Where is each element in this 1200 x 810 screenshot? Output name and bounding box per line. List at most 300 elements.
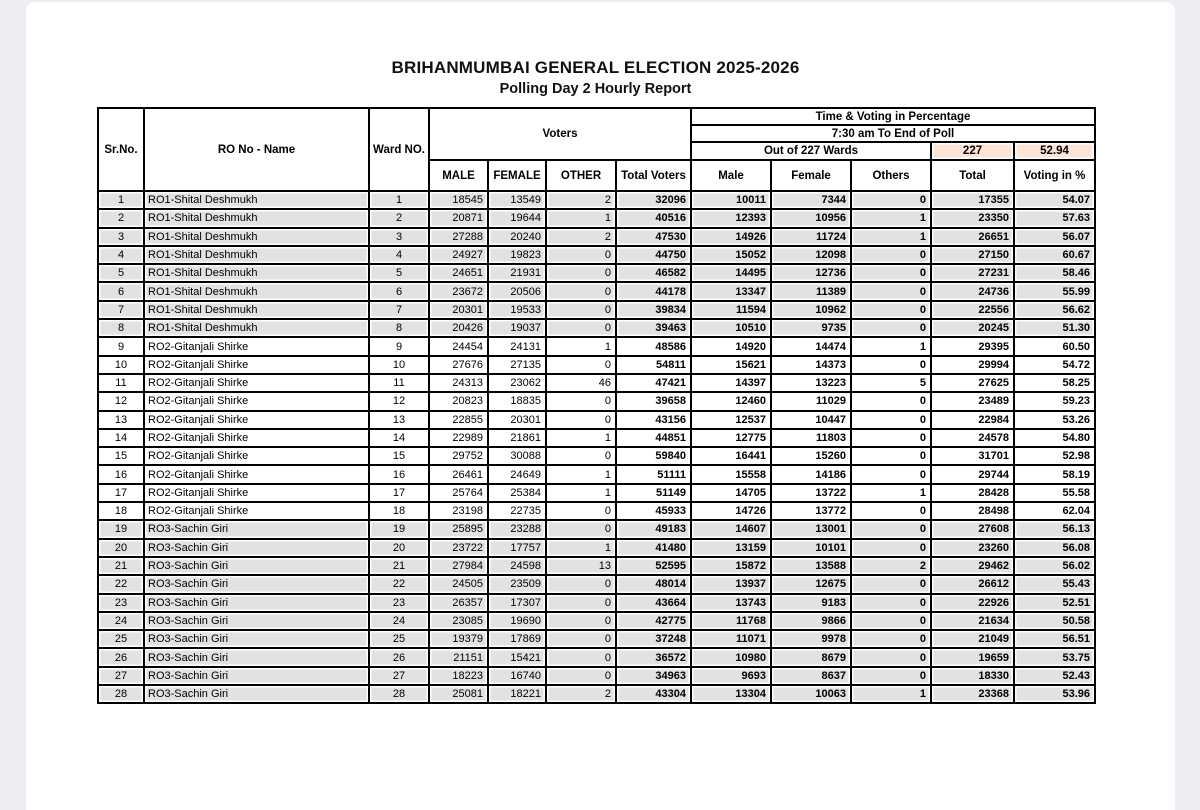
turnout-female-cell: 12675 [771,575,851,593]
table-row [98,374,1095,392]
turnout-female-cell: 13588 [771,557,851,575]
sr-no-cell: 28 [98,685,144,703]
voting-percent-cell: 53.96 [1014,685,1095,703]
turnout-total-cell: 26651 [931,228,1014,246]
turnout-female-cell: 9978 [771,630,851,648]
sr-no-cell: 12 [98,392,144,410]
turnout-female-cell: 13001 [771,520,851,538]
turnout-total-cell: 26612 [931,575,1014,593]
sr-no-cell: 5 [98,264,144,282]
sr-no-cell: 6 [98,282,144,300]
turnout-female-cell: 10063 [771,685,851,703]
table-row [98,612,1095,630]
turnout-male-cell: 15558 [691,465,771,483]
voting-percent-cell: 53.26 [1014,411,1095,429]
female-voters-cell: 15421 [488,648,546,666]
turnout-male-cell: 13304 [691,685,771,703]
voting-percent-cell: 55.58 [1014,484,1095,502]
other-voters-cell: 0 [546,594,616,612]
turnout-male-cell: 11768 [691,612,771,630]
turnout-female-cell: 10956 [771,209,851,227]
turnout-male-cell: 15621 [691,356,771,374]
voting-percent-cell: 56.13 [1014,520,1095,538]
turnout-total-cell: 31701 [931,447,1014,465]
turnout-male-cell: 14726 [691,502,771,520]
male-voters-cell: 27984 [429,557,488,575]
other-voters-cell: 0 [546,575,616,593]
overall-percentage-value: 52.94 [1014,142,1095,160]
male-voters-cell: 27288 [429,228,488,246]
voting-percent-cell: 56.62 [1014,301,1095,319]
other-voters-cell: 2 [546,191,616,209]
sr-no-cell: 26 [98,648,144,666]
female-voters-cell: 23062 [488,374,546,392]
turnout-male-cell: 12775 [691,429,771,447]
sr-no-cell: 1 [98,191,144,209]
turnout-others-cell: 0 [851,594,931,612]
turnout-others-cell: 1 [851,685,931,703]
male-voters-cell: 25895 [429,520,488,538]
turnout-female-cell: 8679 [771,648,851,666]
col-header-turnout-total: Total [931,160,1014,191]
turnout-others-cell: 0 [851,429,931,447]
turnout-others-cell: 0 [851,301,931,319]
female-voters-cell: 17307 [488,594,546,612]
ro-name-cell: RO3-Sachin Giri [144,648,369,666]
male-voters-cell: 24651 [429,264,488,282]
table-row [98,411,1095,429]
other-voters-cell: 0 [546,282,616,300]
other-voters-cell: 0 [546,246,616,264]
ward-no-cell: 23 [369,594,429,612]
total-voters-cell: 48586 [616,337,691,355]
other-voters-cell: 0 [546,502,616,520]
table-row [98,484,1095,502]
turnout-total-cell: 27150 [931,246,1014,264]
female-voters-cell: 25384 [488,484,546,502]
total-voters-cell: 51111 [616,465,691,483]
ward-no-cell: 15 [369,447,429,465]
turnout-total-cell: 29395 [931,337,1014,355]
turnout-female-cell: 15260 [771,447,851,465]
turnout-others-cell: 0 [851,447,931,465]
female-voters-cell: 16740 [488,667,546,685]
turnout-others-cell: 0 [851,411,931,429]
total-voters-cell: 40516 [616,209,691,227]
turnout-female-cell: 13772 [771,502,851,520]
turnout-male-cell: 10980 [691,648,771,666]
table-body [98,191,1095,703]
turnout-female-cell: 8637 [771,667,851,685]
other-voters-cell: 0 [546,630,616,648]
other-voters-cell: 1 [546,429,616,447]
turnout-others-cell: 0 [851,356,931,374]
female-voters-cell: 19690 [488,612,546,630]
turnout-male-cell: 13159 [691,539,771,557]
ro-name-cell: RO3-Sachin Giri [144,685,369,703]
ro-name-cell: RO2-Gitanjali Shirke [144,502,369,520]
male-voters-cell: 23198 [429,502,488,520]
total-voters-cell: 43664 [616,594,691,612]
ro-name-cell: RO3-Sachin Giri [144,539,369,557]
table-row [98,630,1095,648]
ro-name-cell: RO2-Gitanjali Shirke [144,429,369,447]
sr-no-cell: 24 [98,612,144,630]
sr-no-cell: 18 [98,502,144,520]
col-header-time-range: 7:30 am To End of Poll [691,125,1095,142]
turnout-others-cell: 0 [851,575,931,593]
other-voters-cell: 0 [546,301,616,319]
turnout-others-cell: 0 [851,612,931,630]
turnout-total-cell: 27625 [931,374,1014,392]
turnout-male-cell: 10510 [691,319,771,337]
table-row [98,319,1095,337]
female-voters-cell: 19823 [488,246,546,264]
voting-percent-cell: 62.04 [1014,502,1095,520]
other-voters-cell: 0 [546,447,616,465]
turnout-male-cell: 14607 [691,520,771,538]
turnout-male-cell: 15872 [691,557,771,575]
total-voters-cell: 41480 [616,539,691,557]
voting-percent-cell: 60.50 [1014,337,1095,355]
report-subtitle: Polling Day 2 Hourly Report [499,81,692,97]
turnout-others-cell: 1 [851,209,931,227]
voting-percent-cell: 55.99 [1014,282,1095,300]
ward-no-cell: 28 [369,685,429,703]
turnout-total-cell: 23368 [931,685,1014,703]
table-row [98,539,1095,557]
table-row [98,685,1095,703]
turnout-total-cell: 28428 [931,484,1014,502]
sr-no-cell: 11 [98,374,144,392]
table-row [98,246,1095,264]
ward-no-cell: 5 [369,264,429,282]
total-voters-cell: 43304 [616,685,691,703]
turnout-female-cell: 14373 [771,356,851,374]
turnout-male-cell: 14705 [691,484,771,502]
col-header-ward-no: Ward NO. [369,108,429,191]
male-voters-cell: 26357 [429,594,488,612]
col-header-sr-no: Sr.No. [98,108,144,191]
ro-name-cell: RO3-Sachin Giri [144,612,369,630]
turnout-total-cell: 22556 [931,301,1014,319]
female-voters-cell: 24598 [488,557,546,575]
ward-no-cell: 24 [369,612,429,630]
turnout-female-cell: 13223 [771,374,851,392]
table-row [98,282,1095,300]
voting-percent-cell: 54.80 [1014,429,1095,447]
col-header-voting-percent: Voting in % [1014,160,1095,191]
turnout-female-cell: 12098 [771,246,851,264]
col-header-turnout-others: Others [851,160,931,191]
turnout-female-cell: 9183 [771,594,851,612]
female-voters-cell: 17869 [488,630,546,648]
female-voters-cell: 18835 [488,392,546,410]
ward-no-cell: 18 [369,502,429,520]
voting-percent-cell: 56.07 [1014,228,1095,246]
voting-percent-cell: 56.51 [1014,630,1095,648]
ward-no-cell: 27 [369,667,429,685]
turnout-female-cell: 11389 [771,282,851,300]
ward-no-cell: 4 [369,246,429,264]
table-row [98,429,1095,447]
voting-percent-cell: 54.07 [1014,191,1095,209]
total-voters-cell: 39834 [616,301,691,319]
turnout-others-cell: 0 [851,264,931,282]
turnout-female-cell: 10447 [771,411,851,429]
other-voters-cell: 13 [546,557,616,575]
turnout-female-cell: 14474 [771,337,851,355]
turnout-others-cell: 0 [851,648,931,666]
male-voters-cell: 23722 [429,539,488,557]
total-voters-cell: 39658 [616,392,691,410]
total-voters-cell: 44750 [616,246,691,264]
ward-no-cell: 17 [369,484,429,502]
female-voters-cell: 19533 [488,301,546,319]
sr-no-cell: 27 [98,667,144,685]
ward-no-cell: 9 [369,337,429,355]
other-voters-cell: 1 [546,484,616,502]
total-voters-cell: 44851 [616,429,691,447]
ward-no-cell: 2 [369,209,429,227]
sr-no-cell: 9 [98,337,144,355]
total-voters-cell: 47421 [616,374,691,392]
turnout-others-cell: 2 [851,557,931,575]
turnout-total-cell: 17355 [931,191,1014,209]
turnout-total-cell: 23260 [931,539,1014,557]
voting-percent-cell: 58.46 [1014,264,1095,282]
male-voters-cell: 26461 [429,465,488,483]
male-voters-cell: 24454 [429,337,488,355]
female-voters-cell: 27135 [488,356,546,374]
voting-percent-cell: 52.51 [1014,594,1095,612]
col-header-out-of-wards: Out of 227 Wards [691,142,931,160]
turnout-female-cell: 7344 [771,191,851,209]
total-voters-cell: 42775 [616,612,691,630]
total-voters-cell: 37248 [616,630,691,648]
turnout-others-cell: 5 [851,374,931,392]
col-header-total-voters: Total Voters [616,160,691,191]
voting-percent-cell: 56.02 [1014,557,1095,575]
female-voters-cell: 20506 [488,282,546,300]
turnout-male-cell: 14397 [691,374,771,392]
male-voters-cell: 20426 [429,319,488,337]
voting-percent-cell: 53.75 [1014,648,1095,666]
male-voters-cell: 29752 [429,447,488,465]
sr-no-cell: 14 [98,429,144,447]
turnout-female-cell: 9735 [771,319,851,337]
turnout-male-cell: 10011 [691,191,771,209]
female-voters-cell: 30088 [488,447,546,465]
voting-percent-cell: 54.72 [1014,356,1095,374]
female-voters-cell: 24649 [488,465,546,483]
female-voters-cell: 18221 [488,685,546,703]
other-voters-cell: 0 [546,612,616,630]
ro-name-cell: RO3-Sachin Giri [144,557,369,575]
other-voters-cell: 1 [546,337,616,355]
turnout-total-cell: 21049 [931,630,1014,648]
male-voters-cell: 19379 [429,630,488,648]
voting-percent-cell: 57.63 [1014,209,1095,227]
table-row [98,264,1095,282]
turnout-female-cell: 12736 [771,264,851,282]
male-voters-cell: 27676 [429,356,488,374]
other-voters-cell: 0 [546,648,616,666]
turnout-male-cell: 15052 [691,246,771,264]
turnout-others-cell: 0 [851,246,931,264]
col-header-turnout-female: Female [771,160,851,191]
sr-no-cell: 23 [98,594,144,612]
sr-no-cell: 17 [98,484,144,502]
ward-no-cell: 11 [369,374,429,392]
ward-no-cell: 19 [369,520,429,538]
total-voters-cell: 44178 [616,282,691,300]
male-voters-cell: 20823 [429,392,488,410]
table-row [98,392,1095,410]
ro-name-cell: RO2-Gitanjali Shirke [144,484,369,502]
male-voters-cell: 24927 [429,246,488,264]
male-voters-cell: 25764 [429,484,488,502]
female-voters-cell: 20240 [488,228,546,246]
sr-no-cell: 3 [98,228,144,246]
female-voters-cell: 21931 [488,264,546,282]
other-voters-cell: 0 [546,667,616,685]
total-voters-cell: 43156 [616,411,691,429]
total-voters-cell: 54811 [616,356,691,374]
other-voters-cell: 46 [546,374,616,392]
table-row [98,356,1095,374]
ro-name-cell: RO1-Shital Deshmukh [144,264,369,282]
table-row [98,465,1095,483]
turnout-male-cell: 13937 [691,575,771,593]
turnout-total-cell: 22984 [931,411,1014,429]
turnout-others-cell: 0 [851,667,931,685]
sr-no-cell: 21 [98,557,144,575]
voting-percent-cell: 52.43 [1014,667,1095,685]
ro-name-cell: RO1-Shital Deshmukh [144,191,369,209]
turnout-female-cell: 9866 [771,612,851,630]
ro-name-cell: RO2-Gitanjali Shirke [144,337,369,355]
report-title: BRIHANMUMBAI GENERAL ELECTION 2025-2026 [391,58,800,77]
sr-no-cell: 7 [98,301,144,319]
total-voters-cell: 59840 [616,447,691,465]
male-voters-cell: 21151 [429,648,488,666]
ro-name-cell: RO2-Gitanjali Shirke [144,411,369,429]
ward-no-cell: 21 [369,557,429,575]
other-voters-cell: 0 [546,392,616,410]
turnout-total-cell: 28498 [931,502,1014,520]
total-voters-cell: 52595 [616,557,691,575]
ro-name-cell: RO2-Gitanjali Shirke [144,465,369,483]
turnout-others-cell: 0 [851,191,931,209]
table-header [98,108,1095,191]
turnout-total-cell: 20245 [931,319,1014,337]
ro-name-cell: RO1-Shital Deshmukh [144,282,369,300]
turnout-male-cell: 9693 [691,667,771,685]
ro-name-cell: RO1-Shital Deshmukh [144,319,369,337]
turnout-total-cell: 24736 [931,282,1014,300]
voting-percent-cell: 51.30 [1014,319,1095,337]
male-voters-cell: 24505 [429,575,488,593]
female-voters-cell: 23509 [488,575,546,593]
other-voters-cell: 1 [546,209,616,227]
total-voters-cell: 36572 [616,648,691,666]
total-voters-cell: 47530 [616,228,691,246]
ward-no-cell: 16 [369,465,429,483]
turnout-total-cell: 27608 [931,520,1014,538]
voting-percent-cell: 58.25 [1014,374,1095,392]
other-voters-cell: 1 [546,465,616,483]
turnout-others-cell: 1 [851,484,931,502]
sr-no-cell: 4 [98,246,144,264]
ward-no-cell: 14 [369,429,429,447]
ro-name-cell: RO2-Gitanjali Shirke [144,374,369,392]
turnout-male-cell: 13347 [691,282,771,300]
turnout-male-cell: 12460 [691,392,771,410]
turnout-total-cell: 27231 [931,264,1014,282]
ro-name-cell: RO3-Sachin Giri [144,667,369,685]
female-voters-cell: 19037 [488,319,546,337]
voting-percent-cell: 56.08 [1014,539,1095,557]
turnout-others-cell: 0 [851,465,931,483]
wards-count-value: 227 [931,142,1014,160]
table-row [98,520,1095,538]
table-row [98,301,1095,319]
turnout-total-cell: 29994 [931,356,1014,374]
male-voters-cell: 20301 [429,301,488,319]
turnout-total-cell: 21634 [931,612,1014,630]
turnout-others-cell: 1 [851,228,931,246]
sr-no-cell: 8 [98,319,144,337]
turnout-male-cell: 14926 [691,228,771,246]
male-voters-cell: 25081 [429,685,488,703]
other-voters-cell: 0 [546,264,616,282]
table-row [98,337,1095,355]
voting-percent-cell: 55.43 [1014,575,1095,593]
turnout-total-cell: 22926 [931,594,1014,612]
col-header-female: FEMALE [488,160,546,191]
table-row [98,191,1095,209]
table-row [98,209,1095,227]
table-row [98,575,1095,593]
female-voters-cell: 23288 [488,520,546,538]
other-voters-cell: 0 [546,356,616,374]
turnout-female-cell: 11803 [771,429,851,447]
sr-no-cell: 22 [98,575,144,593]
report-page [26,2,1175,810]
other-voters-cell: 0 [546,411,616,429]
male-voters-cell: 22989 [429,429,488,447]
col-header-male: MALE [429,160,488,191]
turnout-total-cell: 29462 [931,557,1014,575]
male-voters-cell: 22855 [429,411,488,429]
male-voters-cell: 20871 [429,209,488,227]
turnout-male-cell: 12393 [691,209,771,227]
ro-name-cell: RO1-Shital Deshmukh [144,228,369,246]
ward-no-cell: 3 [369,228,429,246]
ro-name-cell: RO2-Gitanjali Shirke [144,392,369,410]
turnout-female-cell: 14186 [771,465,851,483]
male-voters-cell: 18223 [429,667,488,685]
report-content [97,58,1094,704]
ro-name-cell: RO2-Gitanjali Shirke [144,447,369,465]
male-voters-cell: 23085 [429,612,488,630]
table-row [98,557,1095,575]
turnout-others-cell: 0 [851,520,931,538]
turnout-male-cell: 16441 [691,447,771,465]
table-row [98,594,1095,612]
col-header-time-voting: Time & Voting in Percentage [691,108,1095,125]
